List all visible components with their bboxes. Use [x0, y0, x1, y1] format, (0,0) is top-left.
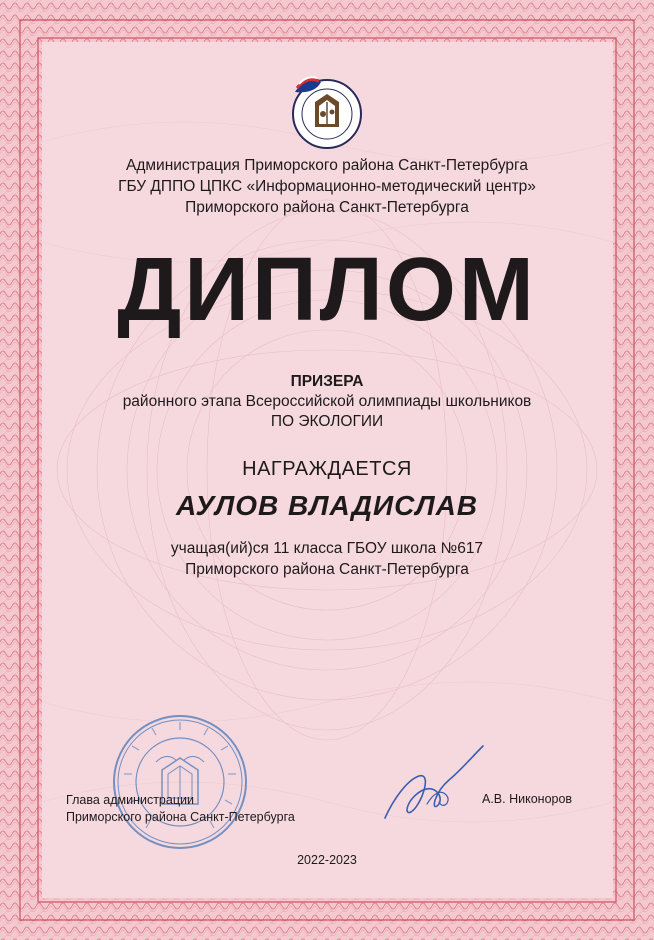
signatory-position-line-2: Приморского района Санкт-Петербурга: [66, 810, 295, 824]
signatory-position-line-1: Глава администрации: [66, 793, 194, 807]
student-district: Приморского района Санкт-Петербурга: [185, 561, 469, 578]
prize-label: ПРИЗЕРА: [290, 373, 364, 390]
organization-line-2: ГБУ ДППО ЦПКС «Информационно-методический центр»: [118, 178, 536, 195]
official-seal-icon: [110, 712, 250, 852]
awarded-label: НАГРАЖДАЕТСЯ: [242, 458, 412, 480]
signatory-name: А.В. Никоноров: [482, 792, 573, 806]
organization-line-1: Администрация Приморского района Санкт-Петербурга: [126, 157, 528, 174]
prize-subject: ПО ЭКОЛОГИИ: [270, 413, 384, 430]
recipient-name: АУЛОВ ВЛАДИСЛАВ: [175, 490, 479, 521]
academic-year: 2022-2023: [297, 853, 357, 867]
handwritten-signature: [375, 740, 490, 825]
signatory-position: [66, 792, 295, 826]
student-class: учащая(ий)ся 11 класса ГБОУ школа №617: [170, 540, 484, 557]
student-info: [60, 538, 594, 580]
prize-description: [60, 372, 594, 432]
organization-header: [60, 155, 594, 218]
olympiad-emblem-icon: [287, 72, 367, 152]
diploma-title: ДИПЛОМ: [117, 240, 537, 340]
prize-stage: районного этапа Всероссийской олимпиады школьников: [122, 393, 532, 410]
organization-line-3: Приморского района Санкт-Петербурга: [185, 199, 469, 216]
